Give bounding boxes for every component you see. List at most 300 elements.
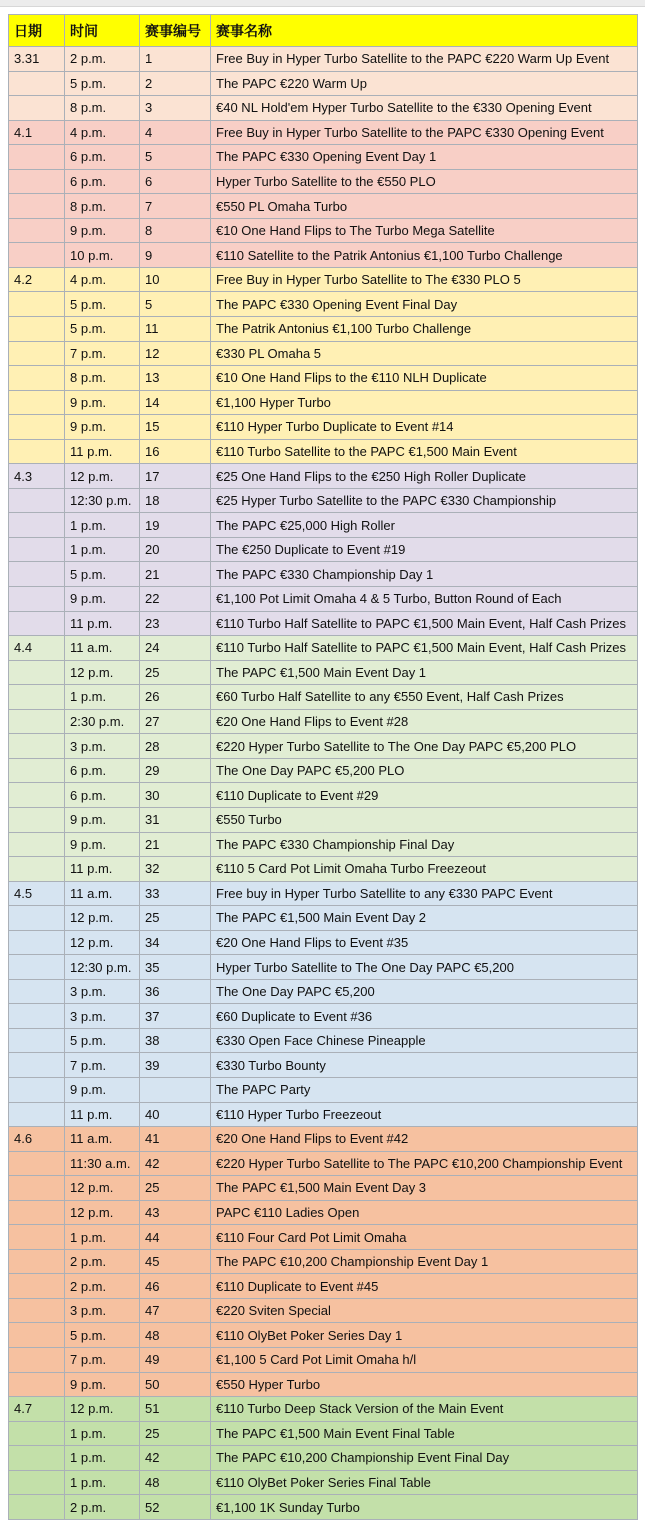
table-row: [9, 1249, 638, 1274]
cell-time: 1 p.m.: [65, 685, 140, 710]
cell-date: [9, 1495, 65, 1520]
cell-event-number: 8: [140, 218, 211, 243]
cell-time: 11 a.m.: [65, 881, 140, 906]
table-row: [9, 1372, 638, 1397]
cell-event-number: 40: [140, 1102, 211, 1127]
cell-event-name: €20 One Hand Flips to Event #35: [211, 930, 638, 955]
cell-date: [9, 537, 65, 562]
cell-event-number: 18: [140, 488, 211, 513]
table-row: [9, 415, 638, 440]
table-row: [9, 1004, 638, 1029]
window-top-edge: [0, 0, 645, 7]
cell-event-name: €60 Duplicate to Event #36: [211, 1004, 638, 1029]
cell-time: 12 p.m.: [65, 660, 140, 685]
cell-event-number: 31: [140, 807, 211, 832]
cell-event-name: Free buy in Hyper Turbo Satellite to any €330 PAPC Event: [211, 881, 638, 906]
cell-date: [9, 218, 65, 243]
cell-event-number: 25: [140, 1176, 211, 1201]
cell-event-number: 50: [140, 1372, 211, 1397]
cell-event-number: 12: [140, 341, 211, 366]
header-event-number: 赛事编号: [140, 15, 211, 47]
cell-event-name: The PAPC €10,200 Championship Event Day 1: [211, 1249, 638, 1274]
cell-event-number: 49: [140, 1347, 211, 1372]
cell-event-name: €1,100 1K Sunday Turbo: [211, 1495, 638, 1520]
cell-date: [9, 292, 65, 317]
table-row: [9, 267, 638, 292]
table-row: [9, 317, 638, 342]
cell-date: [9, 145, 65, 170]
table-row: [9, 145, 638, 170]
table-row: [9, 537, 638, 562]
cell-date: 4.5: [9, 881, 65, 906]
cell-event-number: 28: [140, 734, 211, 759]
cell-date: [9, 955, 65, 980]
cell-event-number: 21: [140, 832, 211, 857]
cell-date: [9, 587, 65, 612]
cell-date: [9, 1225, 65, 1250]
cell-event-name: PAPC €110 Ladies Open: [211, 1200, 638, 1225]
cell-date: [9, 1249, 65, 1274]
cell-event-name: Hyper Turbo Satellite to the €550 PLO: [211, 169, 638, 194]
cell-event-name: €25 Hyper Turbo Satellite to the PAPC €330 Championship: [211, 488, 638, 513]
cell-event-number: 19: [140, 513, 211, 538]
table-row: [9, 906, 638, 931]
table-row: [9, 783, 638, 808]
table-row: [9, 611, 638, 636]
table-row: [9, 685, 638, 710]
cell-time: 2 p.m.: [65, 1249, 140, 1274]
cell-time: 6 p.m.: [65, 169, 140, 194]
table-row: [9, 194, 638, 219]
cell-date: 4.2: [9, 267, 65, 292]
cell-time: 5 p.m.: [65, 292, 140, 317]
table-row: [9, 1102, 638, 1127]
table-row: [9, 47, 638, 72]
cell-event-number: 14: [140, 390, 211, 415]
cell-event-name: €25 One Hand Flips to the €250 High Roller Duplicate: [211, 464, 638, 489]
cell-event-name: €110 Duplicate to Event #45: [211, 1274, 638, 1299]
cell-event-name: €110 5 Card Pot Limit Omaha Turbo Freezeout: [211, 857, 638, 882]
cell-event-name: €110 Turbo Half Satellite to PAPC €1,500 Main Event, Half Cash Prizes: [211, 636, 638, 661]
cell-time: 12 p.m.: [65, 906, 140, 931]
cell-event-name: €550 PL Omaha Turbo: [211, 194, 638, 219]
table-row: [9, 488, 638, 513]
cell-time: 9 p.m.: [65, 832, 140, 857]
cell-time: 7 p.m.: [65, 341, 140, 366]
table-row: [9, 636, 638, 661]
cell-event-number: 38: [140, 1028, 211, 1053]
cell-time: 3 p.m.: [65, 979, 140, 1004]
cell-time: 3 p.m.: [65, 734, 140, 759]
cell-time: 10 p.m.: [65, 243, 140, 268]
table-row: [9, 758, 638, 783]
cell-date: [9, 71, 65, 96]
cell-event-number: 48: [140, 1323, 211, 1348]
cell-event-number: 22: [140, 587, 211, 612]
cell-event-number: 25: [140, 660, 211, 685]
cell-date: [9, 1053, 65, 1078]
cell-date: [9, 1077, 65, 1102]
cell-date: [9, 832, 65, 857]
cell-date: [9, 1347, 65, 1372]
cell-event-number: 24: [140, 636, 211, 661]
table-row: [9, 1421, 638, 1446]
cell-time: 1 p.m.: [65, 1470, 140, 1495]
cell-event-name: €220 Hyper Turbo Satellite to The One Day PAPC €5,200 PLO: [211, 734, 638, 759]
cell-event-number: 46: [140, 1274, 211, 1299]
cell-date: 4.3: [9, 464, 65, 489]
cell-time: 4 p.m.: [65, 267, 140, 292]
cell-time: 12 p.m.: [65, 1397, 140, 1422]
cell-time: 12:30 p.m.: [65, 488, 140, 513]
cell-date: [9, 488, 65, 513]
cell-time: 1 p.m.: [65, 537, 140, 562]
cell-event-name: The PAPC €1,500 Main Event Day 2: [211, 906, 638, 931]
cell-time: 11 a.m.: [65, 636, 140, 661]
table-row: [9, 1298, 638, 1323]
cell-event-number: 34: [140, 930, 211, 955]
table-row: [9, 96, 638, 121]
table-row: [9, 930, 638, 955]
cell-event-number: 43: [140, 1200, 211, 1225]
table-row: [9, 979, 638, 1004]
cell-date: 4.6: [9, 1127, 65, 1152]
cell-event-number: 48: [140, 1470, 211, 1495]
cell-event-number: 3: [140, 96, 211, 121]
table-row: [9, 807, 638, 832]
header-row: [9, 15, 638, 47]
cell-event-name: The PAPC Party: [211, 1077, 638, 1102]
cell-event-name: The PAPC €1,500 Main Event Day 3: [211, 1176, 638, 1201]
cell-date: [9, 1298, 65, 1323]
cell-time: 9 p.m.: [65, 587, 140, 612]
cell-date: [9, 1102, 65, 1127]
cell-time: 2:30 p.m.: [65, 709, 140, 734]
table-row: [9, 1176, 638, 1201]
cell-date: [9, 709, 65, 734]
cell-event-number: 13: [140, 366, 211, 391]
cell-event-name: €10 One Hand Flips to the €110 NLH Duplicate: [211, 366, 638, 391]
table-row: [9, 832, 638, 857]
table-row: [9, 1323, 638, 1348]
table-row: [9, 169, 638, 194]
cell-event-name: €220 Hyper Turbo Satellite to The PAPC €10,200 Championship Event: [211, 1151, 638, 1176]
cell-date: [9, 979, 65, 1004]
cell-event-name: €1,100 Pot Limit Omaha 4 & 5 Turbo, Button Round of Each: [211, 587, 638, 612]
cell-date: [9, 169, 65, 194]
table-row: [9, 120, 638, 145]
cell-date: [9, 439, 65, 464]
cell-time: 9 p.m.: [65, 1077, 140, 1102]
cell-time: 9 p.m.: [65, 218, 140, 243]
cell-event-name: The One Day PAPC €5,200: [211, 979, 638, 1004]
cell-event-name: The PAPC €1,500 Main Event Final Table: [211, 1421, 638, 1446]
cell-time: 5 p.m.: [65, 562, 140, 587]
cell-event-name: €330 Turbo Bounty: [211, 1053, 638, 1078]
cell-time: 5 p.m.: [65, 317, 140, 342]
cell-time: 6 p.m.: [65, 758, 140, 783]
cell-event-name: The PAPC €330 Opening Event Day 1: [211, 145, 638, 170]
cell-time: 5 p.m.: [65, 1323, 140, 1348]
table-row: [9, 1127, 638, 1152]
table-row: [9, 881, 638, 906]
table-row: [9, 734, 638, 759]
cell-time: 12 p.m.: [65, 1200, 140, 1225]
cell-time: 3 p.m.: [65, 1004, 140, 1029]
cell-time: 1 p.m.: [65, 513, 140, 538]
cell-event-name: €1,100 5 Card Pot Limit Omaha h/l: [211, 1347, 638, 1372]
cell-time: 12:30 p.m.: [65, 955, 140, 980]
cell-date: [9, 906, 65, 931]
cell-date: [9, 194, 65, 219]
cell-date: [9, 660, 65, 685]
cell-event-name: €110 Turbo Deep Stack Version of the Main Event: [211, 1397, 638, 1422]
cell-date: [9, 857, 65, 882]
cell-time: 12 p.m.: [65, 1176, 140, 1201]
cell-event-name: The PAPC €330 Championship Day 1: [211, 562, 638, 587]
table-row: [9, 562, 638, 587]
cell-time: 5 p.m.: [65, 1028, 140, 1053]
cell-event-number: 29: [140, 758, 211, 783]
cell-event-number: 25: [140, 906, 211, 931]
table-row: [9, 341, 638, 366]
cell-date: [9, 1028, 65, 1053]
cell-event-name: Hyper Turbo Satellite to The One Day PAPC €5,200: [211, 955, 638, 980]
table-row: [9, 1347, 638, 1372]
cell-event-number: 42: [140, 1151, 211, 1176]
header-time: 时间: [65, 15, 140, 47]
cell-event-name: €20 One Hand Flips to Event #42: [211, 1127, 638, 1152]
cell-event-name: The PAPC €330 Opening Event Final Day: [211, 292, 638, 317]
cell-event-name: The PAPC €10,200 Championship Event Final Day: [211, 1446, 638, 1471]
cell-event-number: 1: [140, 47, 211, 72]
table-row: [9, 366, 638, 391]
cell-event-name: €110 Hyper Turbo Duplicate to Event #14: [211, 415, 638, 440]
table-row: [9, 587, 638, 612]
cell-event-number: 41: [140, 1127, 211, 1152]
table-row: [9, 1274, 638, 1299]
cell-time: 11 a.m.: [65, 1127, 140, 1152]
cell-date: [9, 1470, 65, 1495]
cell-event-number: 33: [140, 881, 211, 906]
cell-event-name: €1,100 Hyper Turbo: [211, 390, 638, 415]
table-row: [9, 1151, 638, 1176]
cell-event-number: 21: [140, 562, 211, 587]
cell-time: 11 p.m.: [65, 857, 140, 882]
table-row: [9, 660, 638, 685]
table-row: [9, 1028, 638, 1053]
cell-event-number: 6: [140, 169, 211, 194]
cell-date: [9, 366, 65, 391]
cell-event-number: 23: [140, 611, 211, 636]
cell-time: 6 p.m.: [65, 783, 140, 808]
cell-date: [9, 758, 65, 783]
table-row: [9, 1053, 638, 1078]
cell-event-number: 51: [140, 1397, 211, 1422]
cell-event-name: €10 One Hand Flips to The Turbo Mega Satellite: [211, 218, 638, 243]
cell-time: 6 p.m.: [65, 145, 140, 170]
cell-event-name: €110 Turbo Satellite to the PAPC €1,500 Main Event: [211, 439, 638, 464]
cell-event-name: €110 OlyBet Poker Series Final Table: [211, 1470, 638, 1495]
cell-event-name: Free Buy in Hyper Turbo Satellite to the PAPC €220 Warm Up Event: [211, 47, 638, 72]
table-row: [9, 1397, 638, 1422]
table-row: [9, 1470, 638, 1495]
cell-date: [9, 685, 65, 710]
cell-event-number: 47: [140, 1298, 211, 1323]
cell-time: 7 p.m.: [65, 1347, 140, 1372]
schedule-table: [8, 14, 638, 1520]
cell-time: 5 p.m.: [65, 71, 140, 96]
cell-date: [9, 1200, 65, 1225]
cell-date: 4.7: [9, 1397, 65, 1422]
table-row: [9, 71, 638, 96]
cell-time: 11:30 a.m.: [65, 1151, 140, 1176]
cell-event-name: The PAPC €330 Championship Final Day: [211, 832, 638, 857]
cell-date: [9, 611, 65, 636]
cell-event-number: 26: [140, 685, 211, 710]
cell-time: 8 p.m.: [65, 194, 140, 219]
cell-event-name: €110 Turbo Half Satellite to PAPC €1,500 Main Event, Half Cash Prizes: [211, 611, 638, 636]
cell-date: [9, 1372, 65, 1397]
table-row: [9, 1077, 638, 1102]
cell-event-name: The One Day PAPC €5,200 PLO: [211, 758, 638, 783]
cell-event-name: €110 Duplicate to Event #29: [211, 783, 638, 808]
cell-event-number: 5: [140, 292, 211, 317]
cell-date: [9, 1004, 65, 1029]
schedule-body: [9, 47, 638, 1520]
cell-event-number: 11: [140, 317, 211, 342]
cell-event-number: 7: [140, 194, 211, 219]
table-row: [9, 218, 638, 243]
cell-time: 2 p.m.: [65, 1274, 140, 1299]
cell-date: [9, 96, 65, 121]
cell-time: 2 p.m.: [65, 47, 140, 72]
cell-event-name: Free Buy in Hyper Turbo Satellite to The €330 PLO 5: [211, 267, 638, 292]
cell-event-number: 44: [140, 1225, 211, 1250]
cell-event-name: The PAPC €1,500 Main Event Day 1: [211, 660, 638, 685]
table-row: [9, 439, 638, 464]
cell-event-name: €40 NL Hold'em Hyper Turbo Satellite to the €330 Opening Event: [211, 96, 638, 121]
cell-date: 3.31: [9, 47, 65, 72]
cell-event-number: 15: [140, 415, 211, 440]
cell-time: 9 p.m.: [65, 390, 140, 415]
cell-time: 9 p.m.: [65, 1372, 140, 1397]
cell-event-name: €220 Sviten Special: [211, 1298, 638, 1323]
cell-event-number: 45: [140, 1249, 211, 1274]
cell-time: 11 p.m.: [65, 439, 140, 464]
cell-event-number: 27: [140, 709, 211, 734]
cell-time: 8 p.m.: [65, 96, 140, 121]
cell-event-name: €20 One Hand Flips to Event #28: [211, 709, 638, 734]
cell-event-name: Free Buy in Hyper Turbo Satellite to the PAPC €330 Opening Event: [211, 120, 638, 145]
cell-time: 11 p.m.: [65, 1102, 140, 1127]
cell-date: [9, 1176, 65, 1201]
cell-date: [9, 1421, 65, 1446]
cell-date: [9, 243, 65, 268]
cell-event-name: The PAPC €220 Warm Up: [211, 71, 638, 96]
cell-time: 9 p.m.: [65, 415, 140, 440]
cell-date: [9, 734, 65, 759]
cell-event-number: 17: [140, 464, 211, 489]
cell-event-number: 35: [140, 955, 211, 980]
cell-event-name: €330 Open Face Chinese Pineapple: [211, 1028, 638, 1053]
cell-time: 12 p.m.: [65, 464, 140, 489]
cell-time: 1 p.m.: [65, 1421, 140, 1446]
cell-date: [9, 562, 65, 587]
cell-date: 4.1: [9, 120, 65, 145]
cell-date: [9, 783, 65, 808]
cell-event-number: 5: [140, 145, 211, 170]
cell-event-number: 30: [140, 783, 211, 808]
table-row: [9, 955, 638, 980]
cell-event-number: 20: [140, 537, 211, 562]
cell-event-name: €110 Satellite to the Patrik Antonius €1,100 Turbo Challenge: [211, 243, 638, 268]
cell-date: [9, 513, 65, 538]
cell-event-name: The Patrik Antonius €1,100 Turbo Challenge: [211, 317, 638, 342]
cell-date: [9, 1274, 65, 1299]
cell-event-name: €110 Hyper Turbo Freezeout: [211, 1102, 638, 1127]
cell-date: [9, 1446, 65, 1471]
header-date: 日期: [9, 15, 65, 47]
table-row: [9, 709, 638, 734]
cell-date: 4.4: [9, 636, 65, 661]
cell-event-number: 10: [140, 267, 211, 292]
cell-time: 8 p.m.: [65, 366, 140, 391]
header-event-name: 赛事名称: [211, 15, 638, 47]
table-row: [9, 513, 638, 538]
cell-event-number: 37: [140, 1004, 211, 1029]
cell-date: [9, 390, 65, 415]
table-row: [9, 292, 638, 317]
cell-event-name: The €250 Duplicate to Event #19: [211, 537, 638, 562]
cell-time: 4 p.m.: [65, 120, 140, 145]
cell-time: 12 p.m.: [65, 930, 140, 955]
cell-event-name: €550 Turbo: [211, 807, 638, 832]
table-row: [9, 464, 638, 489]
cell-event-number: 39: [140, 1053, 211, 1078]
cell-event-number: 36: [140, 979, 211, 1004]
table-row: [9, 243, 638, 268]
table-row: [9, 1495, 638, 1520]
cell-event-number: 25: [140, 1421, 211, 1446]
cell-date: [9, 341, 65, 366]
table-row: [9, 1446, 638, 1471]
cell-date: [9, 1323, 65, 1348]
cell-event-number: [140, 1077, 211, 1102]
cell-date: [9, 807, 65, 832]
cell-date: [9, 317, 65, 342]
cell-event-number: 2: [140, 71, 211, 96]
cell-date: [9, 1151, 65, 1176]
table-row: [9, 857, 638, 882]
cell-event-name: €550 Hyper Turbo: [211, 1372, 638, 1397]
table-row: [9, 1200, 638, 1225]
cell-time: 7 p.m.: [65, 1053, 140, 1078]
cell-event-number: 16: [140, 439, 211, 464]
cell-event-name: €110 Four Card Pot Limit Omaha: [211, 1225, 638, 1250]
cell-time: 2 p.m.: [65, 1495, 140, 1520]
cell-event-number: 4: [140, 120, 211, 145]
cell-event-name: The PAPC €25,000 High Roller: [211, 513, 638, 538]
cell-time: 1 p.m.: [65, 1446, 140, 1471]
cell-event-number: 32: [140, 857, 211, 882]
cell-time: 1 p.m.: [65, 1225, 140, 1250]
cell-time: 3 p.m.: [65, 1298, 140, 1323]
cell-time: 11 p.m.: [65, 611, 140, 636]
cell-event-number: 42: [140, 1446, 211, 1471]
cell-event-name: €330 PL Omaha 5: [211, 341, 638, 366]
cell-event-number: 52: [140, 1495, 211, 1520]
